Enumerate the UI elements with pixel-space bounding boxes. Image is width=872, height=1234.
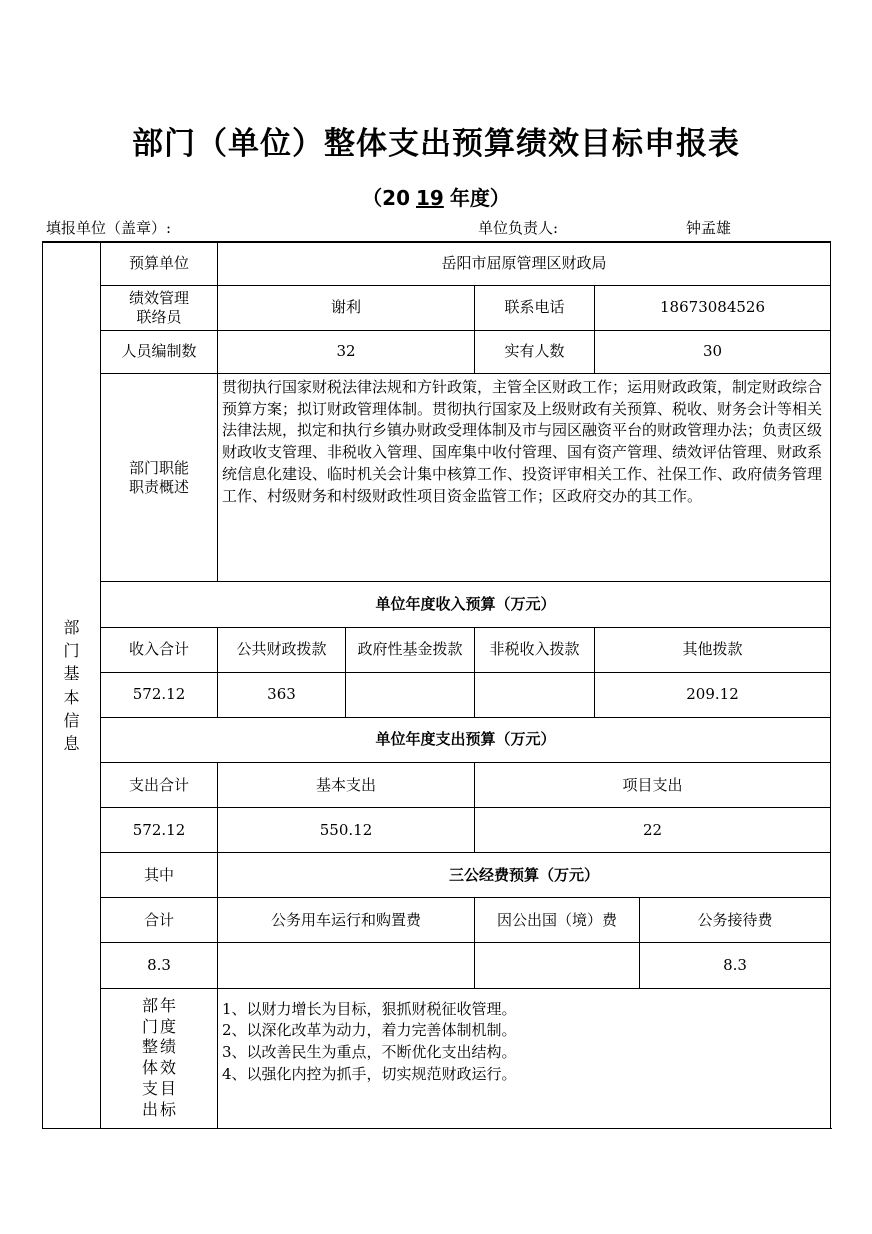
contact-value: 谢利 [218, 285, 475, 330]
expense-value-project: 22 [475, 808, 831, 853]
row-duty [43, 373, 831, 582]
income-value-total: 572.12 [101, 672, 218, 717]
income-header-fund: 政府性基金拨款 [346, 627, 475, 672]
goals-content [218, 988, 831, 1128]
three-public-header-total: 合计 [101, 898, 218, 943]
row-contact [43, 285, 831, 330]
income-header-other: 其他拨款 [595, 627, 831, 672]
row-staff [43, 330, 831, 373]
three-public-value-total: 8.3 [101, 943, 218, 988]
three-public-header-car: 公务用车运行和购置费 [218, 898, 475, 943]
year-suffix: 年度） [449, 186, 510, 210]
income-header-public: 公共财政拨款 [218, 627, 346, 672]
year-value: 19 [416, 186, 444, 210]
income-value-other: 209.12 [595, 672, 831, 717]
row-budget-unit [43, 242, 831, 285]
goal-item: 2、以深化改革为动力，着力完善体制机制。 [222, 1021, 517, 1040]
expense-value-basic: 550.12 [218, 808, 475, 853]
goal-item: 4、以强化内控为抓手，切实规范财政运行。 [222, 1064, 517, 1083]
goal-item: 1、以财力增长为目标，狠抓财税征收管理。 [222, 999, 517, 1018]
row-three-public-values [43, 943, 831, 988]
duty-label: 部门职能 职责概述 [101, 373, 218, 582]
income-value-public: 363 [218, 672, 346, 717]
row-expense-headers [43, 762, 831, 807]
goals-section-label: 部 门 整 体 支 出 年 度 绩 效 目 标 [101, 988, 218, 1128]
row-three-public-title [43, 853, 831, 898]
duty-description: 贯彻执行国家财税法律法规和方针政策，主管全区财政工作；运用财政政策，制定财政综合预算方案；拟订财政管理体制。贯彻执行国家及上级财政有关预算、税收、财务会计等相关法律法规，拟定和执行乡镇办财政受理体制及市与园区融资平台的财政管理办法；负责区级财政收支管理、非税收入管理、国库集中收付管理、国有资产管理、绩效评估管理、财政系统信息化建设、临时机关会计集中核算工作、投资评审相关工作、社保工作、政府债务管理工作、村级财务和村级财政性项目资金监管工作；区政府交办的其工作。 [218, 373, 831, 582]
row-goals [43, 988, 831, 1128]
income-value-nontax [475, 672, 595, 717]
income-header-total: 收入合计 [101, 627, 218, 672]
income-header-nontax: 非税收入拨款 [475, 627, 595, 672]
phone-value: 18673084526 [595, 285, 831, 330]
contact-label: 绩效管理 联络员 [101, 285, 218, 330]
expense-header-total: 支出合计 [101, 762, 218, 807]
among-label: 其中 [101, 853, 218, 898]
leader-label: 单位负责人: [478, 219, 559, 237]
income-value-fund [346, 672, 475, 717]
expense-budget-title: 单位年度支出预算（万元） [101, 717, 831, 762]
fill-unit-label: 填报单位（盖章）: [46, 219, 172, 237]
row-three-public-headers [43, 898, 831, 943]
row-expense-title [43, 717, 831, 762]
staff-quota-label: 人员编制数 [101, 330, 218, 373]
row-income-headers [43, 627, 831, 672]
leader-name: 钟孟雄 [686, 219, 732, 237]
expense-header-basic: 基本支出 [218, 762, 475, 807]
goal-item: 3、以改善民生为重点，不断优化支出结构。 [222, 1043, 517, 1062]
income-budget-title: 单位年度收入预算（万元） [101, 582, 831, 627]
budget-unit-value: 岳阳市屈原管理区财政局 [218, 242, 831, 285]
phone-label: 联系电话 [475, 285, 595, 330]
year-prefix: （20 [362, 186, 410, 210]
expense-header-project: 项目支出 [475, 762, 831, 807]
three-public-value-abroad [475, 943, 640, 988]
budget-form-table [42, 241, 831, 1129]
budget-unit-label: 预算单位 [101, 242, 218, 285]
actual-staff-label: 实有人数 [475, 330, 595, 373]
row-expense-values [43, 808, 831, 853]
staff-quota-value: 32 [218, 330, 475, 373]
three-public-header-abroad: 因公出国（境）费 [475, 898, 640, 943]
basic-info-section-label: 部 门 基 本 信 息 [43, 242, 101, 1129]
three-public-value-reception: 8.3 [640, 943, 831, 988]
row-income-title [43, 582, 831, 627]
three-public-value-car [218, 943, 475, 988]
three-public-header-reception: 公务接待费 [640, 898, 831, 943]
expense-value-total: 572.12 [101, 808, 218, 853]
form-title: 部门（单位）整体支出预算绩效目标申报表 [132, 126, 740, 162]
three-public-title: 三公经费预算（万元） [218, 853, 831, 898]
actual-staff-value: 30 [595, 330, 831, 373]
row-income-values [43, 672, 831, 717]
form-year [0, 182, 872, 211]
